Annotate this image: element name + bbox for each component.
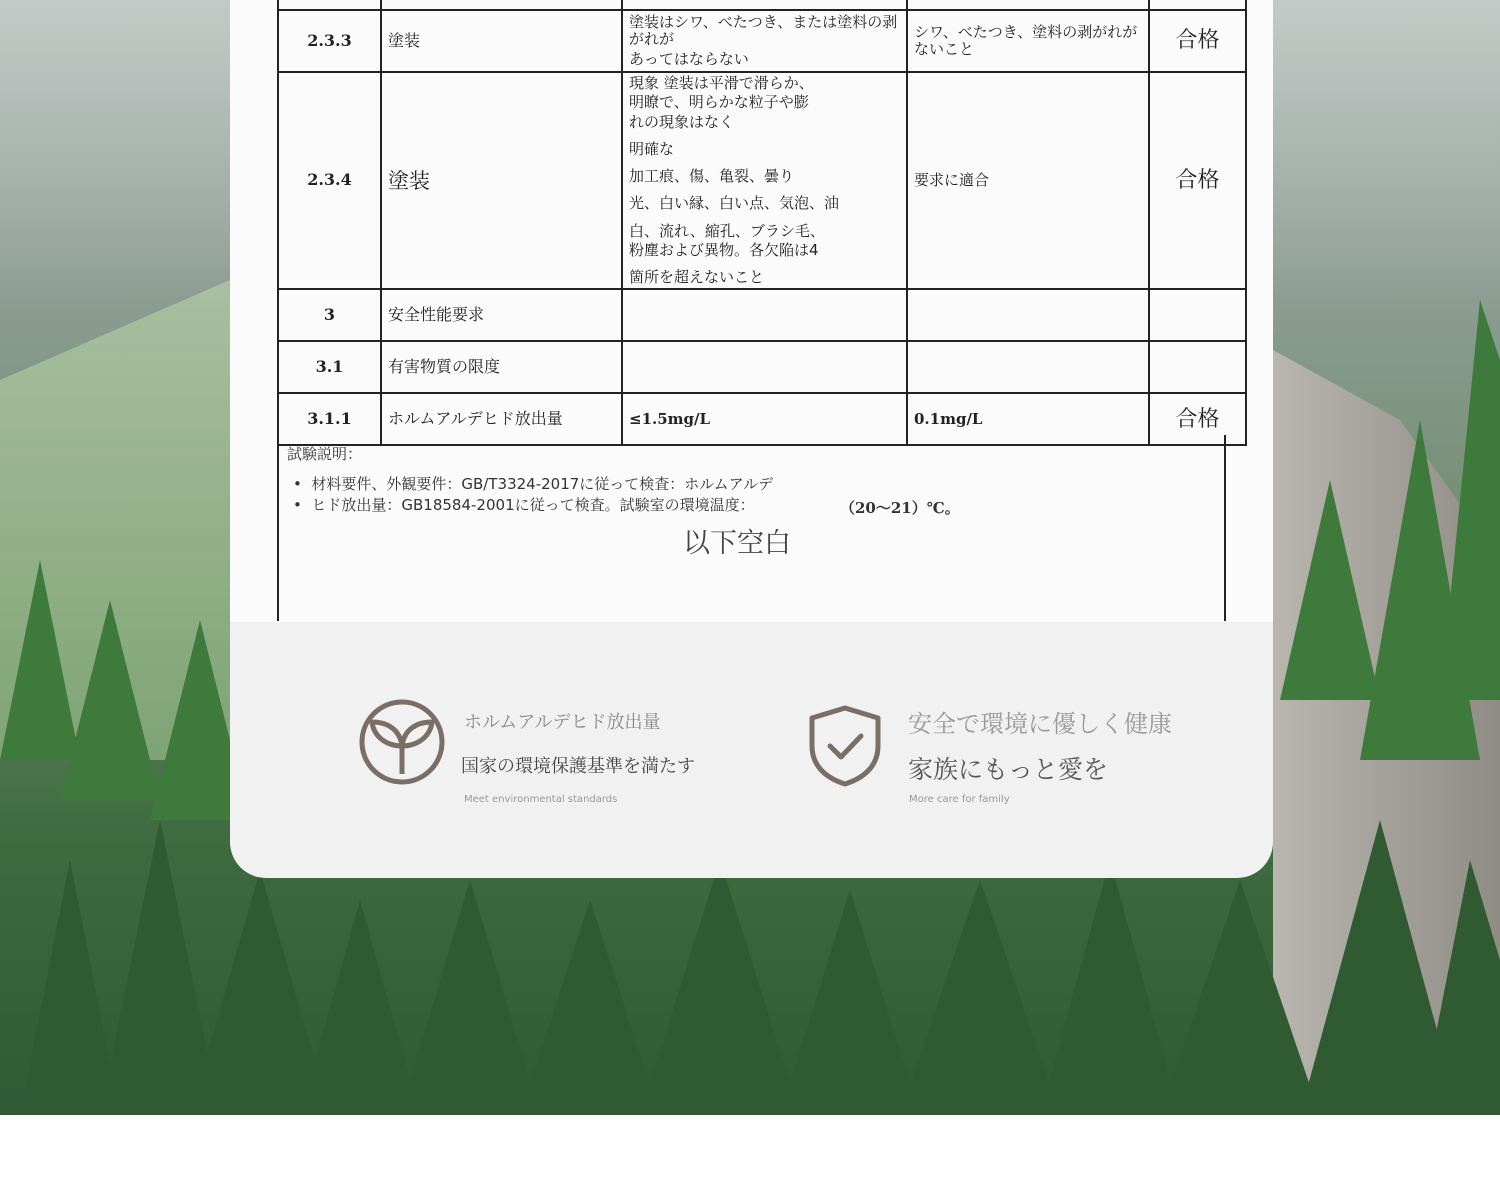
row-number: 3 — [278, 289, 381, 341]
report-card — [230, 0, 1273, 878]
feature-subtitle: 国家の環境保護基準を満たす — [461, 756, 695, 777]
notes-bullet: • 材料要件、外観要件：GB/T3324-2017に従って検査：ホルムアルデ — [293, 475, 774, 493]
feature-title: ホルムアルデヒド放出量 — [464, 712, 661, 733]
row-item: ホルムアルデヒド放出量 — [381, 393, 622, 445]
row-judgement: 合格 — [1149, 72, 1246, 289]
row-number: 3.1.1 — [278, 393, 381, 445]
table-row — [278, 72, 1246, 289]
notes-title: 試験説明： — [287, 445, 363, 463]
sprout-icon — [358, 698, 446, 786]
row-item: 塗装 — [381, 10, 622, 72]
feature-safety — [808, 704, 1208, 824]
row-requirement: 現象 塗装は平滑で滑らか、 明瞭で、明らかな粒子や膨 れの現象はなく 明確な 加工痕、傷、亀裂、曇り 光、白い縁、白い点、気泡、油 白、流れ、縮孔、ブラシ毛、 粉塵および異物。各欠陥は4 箇所を超えないこと — [622, 72, 907, 289]
row-judgement: 合格 — [1149, 393, 1246, 445]
notes-bullet: • ヒド放出量：GB18584-2001に従って検査。試験室の環境温度： — [293, 496, 755, 514]
table-row — [278, 341, 1246, 393]
row-result — [907, 341, 1149, 393]
feature-english: More care for family — [909, 794, 1010, 805]
row-requirement — [622, 289, 907, 341]
row-judgement — [1149, 341, 1246, 393]
blank-below-marker: 以下空白 — [683, 528, 791, 559]
row-judgement: 合格 — [1149, 10, 1246, 72]
test-results-table — [277, 0, 1247, 446]
row-number: 3.1 — [278, 341, 381, 393]
row-number: 2.3.4 — [278, 72, 381, 289]
table-row — [278, 0, 1246, 10]
row-requirement — [622, 341, 907, 393]
feature-formaldehyde — [358, 698, 718, 818]
feature-english: Meet environmental standards — [464, 794, 618, 805]
table-row — [278, 289, 1246, 341]
shield-check-icon — [808, 704, 882, 788]
row-item: 有害物質の限度 — [381, 341, 622, 393]
table-row — [278, 10, 1246, 72]
notes-temperature: （20～21）℃。 — [840, 499, 960, 517]
row-item: 塗装 — [381, 72, 622, 289]
row-requirement: 塗装はシワ、べたつき、または塗料の剥がれが あってはならない — [622, 10, 907, 72]
feature-subtitle: 家族にもっと愛を — [908, 755, 1109, 784]
row-number: 2.3.3 — [278, 10, 381, 72]
row-result: シワ、べたつき、塗料の剥がれがないこと — [907, 10, 1149, 72]
row-requirement: ≤1.5mg/L — [622, 393, 907, 445]
row-result — [907, 289, 1149, 341]
row-result: 0.1mg/L — [907, 393, 1149, 445]
row-item: 安全性能要求 — [381, 289, 622, 341]
feature-title: 安全で環境に優しく健康 — [908, 710, 1172, 738]
row-result: 要求に適合 — [907, 72, 1149, 289]
test-report-sheet — [230, 0, 1273, 622]
test-notes — [277, 435, 1226, 621]
row-judgement — [1149, 289, 1246, 341]
